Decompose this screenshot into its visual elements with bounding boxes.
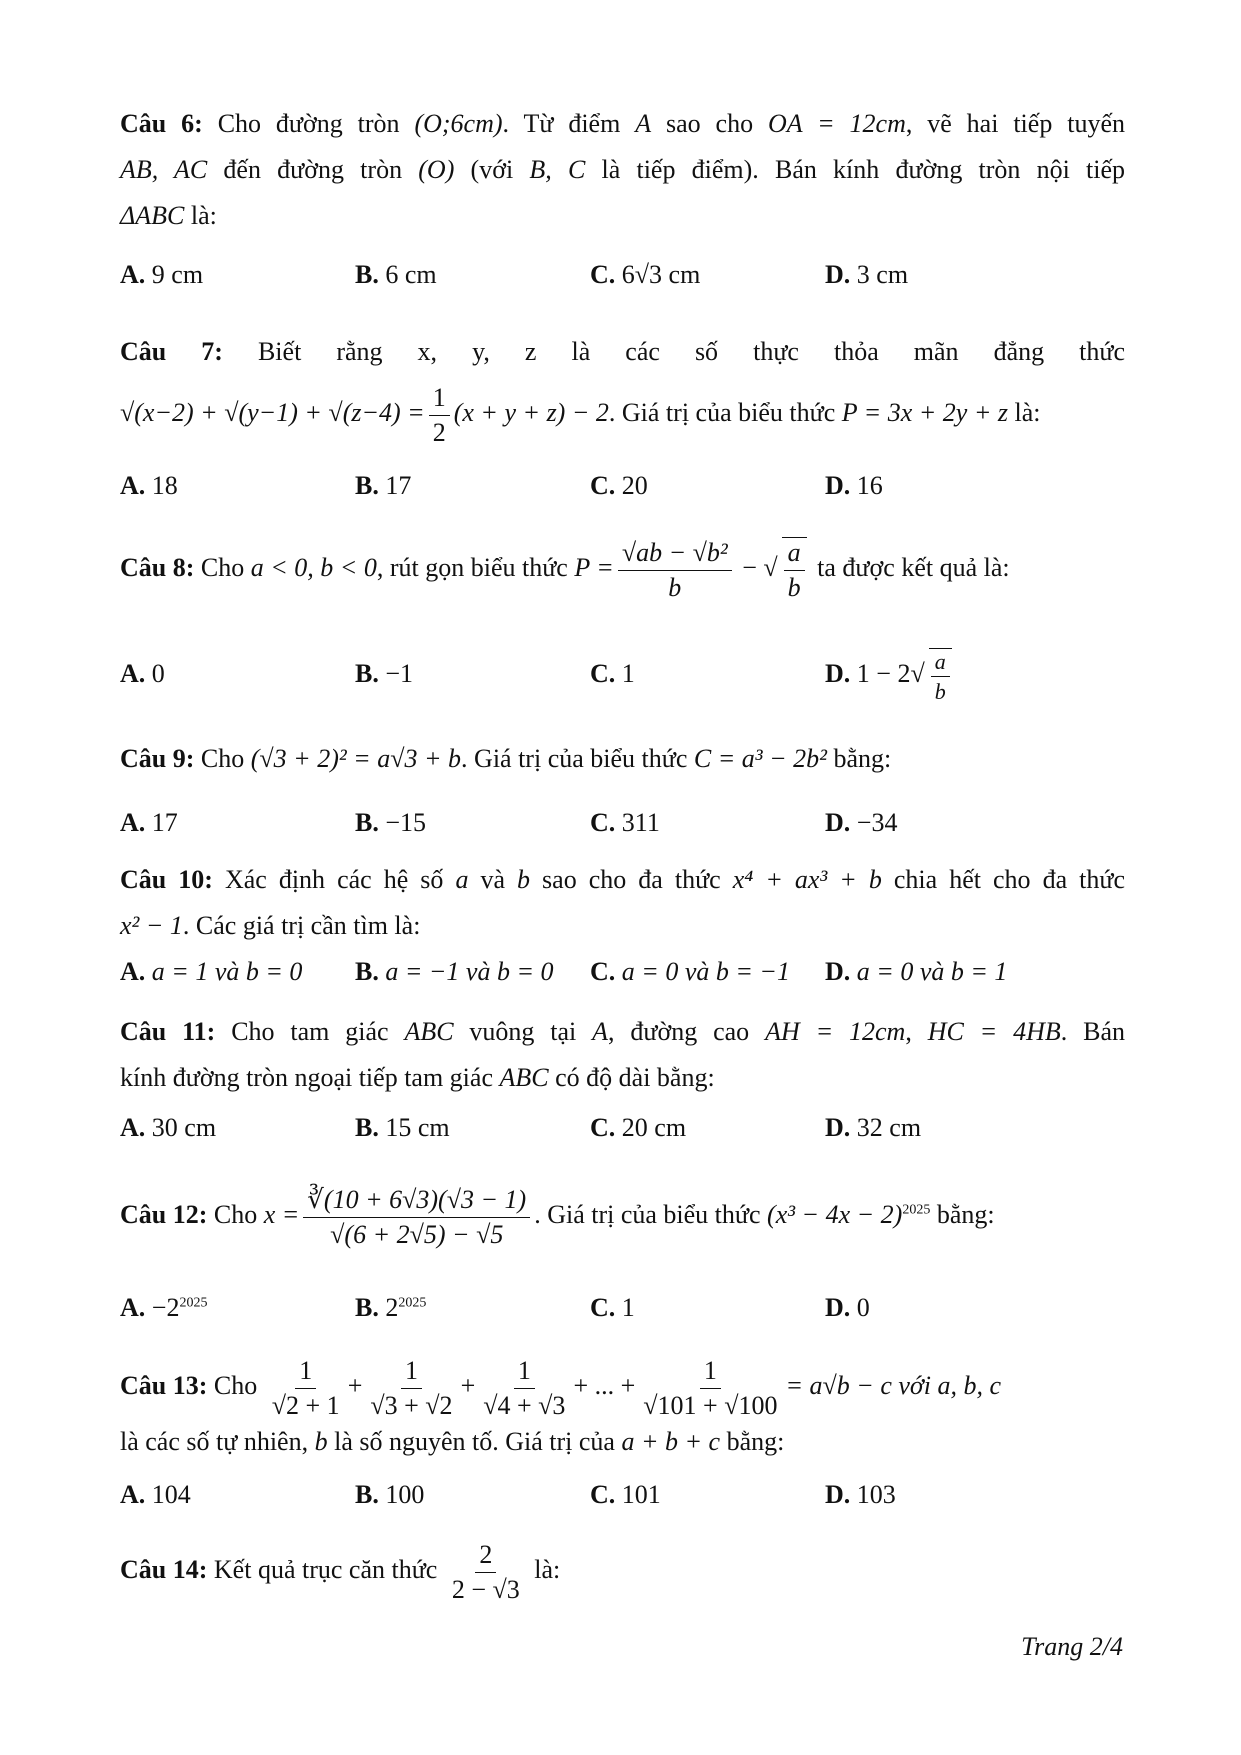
question-7-line2 (120, 378, 1125, 448)
q6-triangle: ΔABC (120, 201, 185, 230)
question-9 (120, 735, 1125, 783)
q13-plus: + (347, 1371, 363, 1400)
q11-point: A (592, 1017, 609, 1046)
question-6-line2 (120, 146, 1125, 194)
q6-point: A (635, 109, 652, 138)
q12-option-b: B. $2^{2025}$ (355, 1293, 427, 1322)
q13-option-c: C. 101 (590, 1480, 661, 1509)
q7-fraction: $\frac{1}{2}$ (429, 383, 450, 448)
q12-text: Cho (207, 1200, 264, 1229)
question-10 (120, 856, 1125, 904)
q9-option-a: A. 17 (120, 808, 178, 837)
q9-text: . Giá trị của biểu thức (461, 744, 694, 773)
q10-option-b: B. a = −1 và b = 0 (355, 957, 554, 986)
q8-text: ta được kết quả là: (810, 553, 1010, 582)
q6-expr-oa: OA = 12cm (768, 109, 906, 138)
q11-text: , (905, 1017, 928, 1046)
q11-text: , đường cao (608, 1017, 766, 1046)
q13-fraction-4: $\frac{1}{√101 + √100}$ (643, 1355, 778, 1420)
q7-label: Câu 7: (120, 337, 223, 366)
q14-text: là: (527, 1555, 561, 1584)
question-8 (120, 530, 1125, 606)
q10-text: chia hết cho đa thức (881, 865, 1125, 894)
q11-option-b: B. 15 cm (355, 1113, 450, 1142)
q9-text: bằng: (826, 744, 892, 773)
q11-options (120, 1108, 1125, 1148)
question-6 (120, 100, 1125, 148)
q6-text: là tiếp điểm). Bán kính đường tròn nội tiếp (585, 155, 1125, 184)
q8-label: Câu 8: (120, 553, 195, 582)
q10-text: . Các giá trị cần tìm là: (182, 911, 421, 940)
q8-text: , rút gọn biểu thức (376, 553, 575, 582)
q7-expr-left: √(x−2) + √(y−1) + √(z−4) = (120, 398, 425, 427)
q7-option-c: C. 20 (590, 471, 648, 500)
q6-option-a: A. 9 cm (120, 260, 204, 289)
q13-text: với a, b, c (891, 1371, 1002, 1400)
q10-text: và (468, 865, 518, 894)
q12-option-d: D. 0 (825, 1293, 870, 1322)
q9-options (120, 803, 1125, 843)
q10-text: sao cho đa thức (530, 865, 733, 894)
q14-label: Câu 14: (120, 1555, 208, 1584)
q7-text: . Giá trị của biểu thức (608, 398, 842, 427)
q12-fraction: $\frac{∛(10 + 6√3)(√3 - 1)}{√(6 + 2√5) - √5}$ (303, 1185, 530, 1250)
q9-text: Cho (194, 744, 251, 773)
q8-expr-p: P = (574, 553, 614, 582)
q8-fraction: $\frac{\text{√ab − √b²}}{b}$ (618, 538, 732, 603)
q9-option-d: D. −34 (825, 808, 898, 837)
q13-expr-sum: a + b + c (621, 1427, 721, 1456)
q10-option-d: D. a = 0 và b = 1 (825, 957, 1008, 986)
question-13 (120, 1346, 1125, 1426)
question-6-line3 (120, 192, 1125, 240)
q10-option-c: C. a = 0 và b = −1 (590, 957, 790, 986)
q6-text: đến đường tròn (207, 155, 419, 184)
q12-expr: (x³ − 4x − 2) (767, 1200, 903, 1229)
q9-label: Câu 9: (120, 744, 195, 773)
q13-option-d: D. 103 (825, 1480, 896, 1509)
q13-text: bằng: (720, 1427, 785, 1456)
q13-label: Câu 13: (120, 1371, 208, 1400)
q11-text: kính đường tròn ngoại tiếp tam giác (120, 1063, 500, 1092)
q9-expr: (√3 + 2)² = a√3 + b (250, 744, 462, 773)
q13-var-b: b (314, 1427, 328, 1456)
q7-options (120, 466, 1125, 506)
q8-option-b: B. −1 (355, 659, 414, 688)
page-number: Trang 2/4 (1021, 1632, 1123, 1661)
q13-plus: + (460, 1371, 476, 1400)
q6-text: , vẽ hai tiếp tuyến (905, 109, 1125, 138)
q8-condition: a < 0, b < 0 (250, 553, 377, 582)
q12-options (120, 1288, 1125, 1328)
q12-option-a: A. $-2^{2025}$ (120, 1293, 208, 1322)
q11-option-c: C. 20 cm (590, 1113, 687, 1142)
question-14 (120, 1530, 1125, 1610)
q11-triangle: ABC (404, 1017, 454, 1046)
q12-text: bằng: (930, 1200, 995, 1229)
q13-dots: + ... + (573, 1371, 636, 1400)
q11-text: có độ dài bằng: (548, 1063, 715, 1092)
question-10-line2 (120, 902, 1125, 950)
question-11 (120, 1008, 1125, 1056)
question-13-line2 (120, 1418, 1125, 1466)
q11-text: vuông tại (453, 1017, 593, 1046)
q6-expr-circle: (O;6cm) (414, 109, 503, 138)
q10-var-a: a (455, 865, 469, 894)
q13-fraction-2: $\frac{1}{√3 + √2}$ (370, 1355, 453, 1420)
q8-option-d: D. 1 − 2√ $\frac{a}{b}$ (825, 646, 956, 704)
q11-expr-ah: AH = 12cm (765, 1017, 906, 1046)
question-11-line2 (120, 1054, 1125, 1102)
q13-expr-right: = a√b − c (785, 1371, 892, 1400)
q12-exponent: 2025 (902, 1202, 931, 1218)
q7-option-b: B. 17 (355, 471, 412, 500)
q9-option-b: B. −15 (355, 808, 427, 837)
q14-fraction: $\frac{2}{2 - √3}$ (451, 1539, 520, 1604)
q6-option-d: D. 3 cm (825, 260, 909, 289)
q6-text: sao cho (651, 109, 768, 138)
q10-label: Câu 10: (120, 865, 213, 894)
q6-option-c: C. 6√3 cm (590, 260, 701, 289)
q9-option-c: C. 311 (590, 808, 660, 837)
q11-option-a: A. 30 cm (120, 1113, 217, 1142)
q6-text: (với (454, 155, 530, 184)
q8-option-c: C. 1 (590, 659, 635, 688)
q10-var-b: b (517, 865, 531, 894)
q13-fraction-3: $\frac{1}{√4 + √3}$ (483, 1355, 566, 1420)
q11-option-d: D. 32 cm (825, 1113, 922, 1142)
q7-text: Biết rằng x, y, z là các số thực thỏa mãn đẳng thức (222, 337, 1125, 366)
q11-label: Câu 11: (120, 1017, 216, 1046)
q8-option-a: A. 0 (120, 659, 165, 688)
q10-options (120, 952, 1125, 992)
q6-text: Cho đường tròn (202, 109, 415, 138)
q12-label: Câu 12: (120, 1200, 208, 1229)
q13-fraction-1: $\frac{1}{√2 + 1}$ (271, 1355, 340, 1420)
q11-expr-hc: HC = 4HB (927, 1017, 1061, 1046)
q6-option-b: B. 6 cm (355, 260, 437, 289)
q7-expr-right: (x + y + z) − 2 (453, 398, 609, 427)
q12-expr-x: x = (263, 1200, 300, 1229)
q13-text: Cho (207, 1371, 264, 1400)
question-7 (120, 328, 1125, 376)
q11-text: Cho tam giác (215, 1017, 405, 1046)
q11-text: . Bán (1060, 1017, 1126, 1046)
q13-option-a: A. 104 (120, 1480, 191, 1509)
question-12 (120, 1170, 1125, 1260)
q10-expr-poly: x⁴ + ax³ + b (732, 865, 882, 894)
q12-option-c: C. 1 (590, 1293, 635, 1322)
q6-expr-o: (O) (418, 155, 455, 184)
q13-text: là số nguyên tố. Giá trị của (327, 1427, 622, 1456)
q9-expr-c: C = a³ − 2b² (693, 744, 827, 773)
q10-text: Xác định các hệ số (212, 865, 456, 894)
q13-options (120, 1475, 1125, 1515)
q6-text: . Từ điểm (502, 109, 636, 138)
q6-points: B, C (529, 155, 586, 184)
q13-option-b: B. 100 (355, 1480, 425, 1509)
q7-text: là: (1008, 398, 1041, 427)
q13-text: là các số tự nhiên, (120, 1427, 315, 1456)
q7-option-a: A. 18 (120, 471, 178, 500)
q8-options (120, 646, 1125, 705)
q8-text: Cho (194, 553, 251, 582)
q6-options (120, 255, 1125, 295)
q11-triangle: ABC (499, 1063, 549, 1092)
q7-expr-p: P = 3x + 2y + z (841, 398, 1008, 427)
q7-option-d: D. 16 (825, 471, 883, 500)
q6-tangents: AB, AC (120, 155, 208, 184)
q6-label: Câu 6: (120, 109, 203, 138)
q8-minus: − (735, 553, 764, 582)
q10-expr-div: x² − 1 (120, 911, 183, 940)
q14-text: Kết quả trục căn thức (207, 1555, 444, 1584)
q12-text: . Giá trị của biểu thức (534, 1200, 768, 1229)
q10-option-a: A. a = 1 và b = 0 (120, 957, 303, 986)
q8-sqrt-fraction: √ $\frac{a}{b}$ (763, 530, 810, 606)
q6-text: là: (184, 201, 217, 230)
